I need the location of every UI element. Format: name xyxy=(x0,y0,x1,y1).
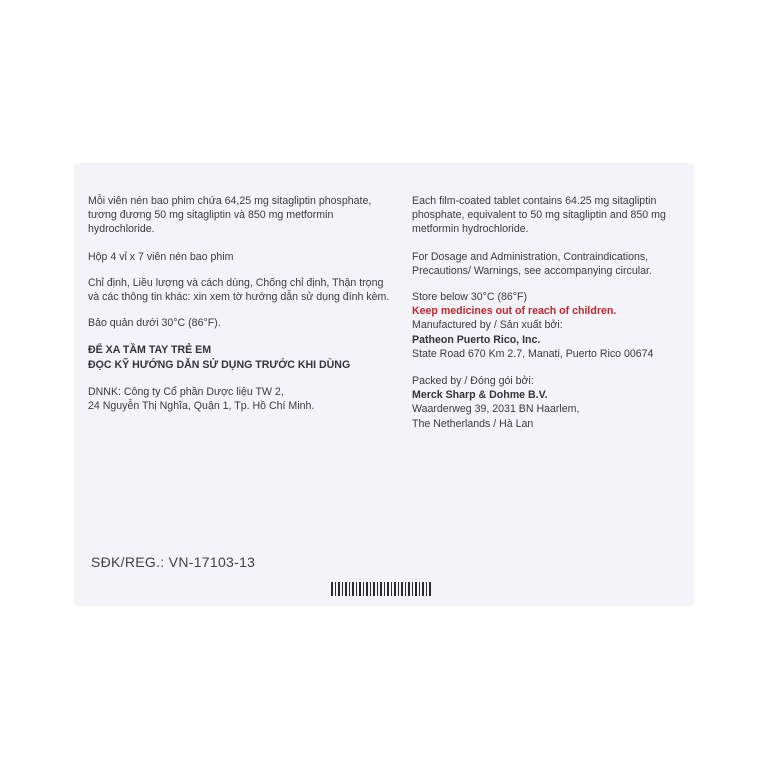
storage-en: Store below 30°C (86°F) xyxy=(412,291,528,304)
importer-line-1: DNNK: Công ty Cổ phần Dược liệu TW 2, xyxy=(88,385,284,398)
dosage-en-line-2: Precautions/ Warnings, see accompanying circular. xyxy=(412,264,652,277)
composition-en-line-1: Each film-coated tablet contains 64.25 mg sitagliptin xyxy=(412,195,657,207)
composition-vn-line-1: Mỗi viên nén bao phim chứa 64,25 mg sitagliptin phosphate, xyxy=(88,195,372,207)
composition-vn-line-2: tương đương 50 mg sitagliptin và 850 mg metformin xyxy=(88,209,334,222)
english-text-column xyxy=(412,194,688,431)
manufactured-label: Manufactured by / Sản xuất bởi: xyxy=(412,319,563,332)
packer-name: Merck Sharp & Dohme B.V. xyxy=(412,389,548,402)
indications-vn-line-2: và các thông tin khác: xin xem tờ hướng dẫn sử dụng đính kèm. xyxy=(88,291,390,304)
warning-read-vn: ĐỌC KỸ HƯỚNG DẪN SỬ DỤNG TRƯỚC KHI DÙNG xyxy=(88,358,351,371)
barcode-image xyxy=(331,582,431,596)
manufacturer-address: State Road 670 Km 2.7, Manati, Puerto Rico 00674 xyxy=(412,347,654,360)
registration-number: SĐK/REG.: VN-17103-13 xyxy=(91,554,256,570)
packer-address-1: Waarderweg 39, 2031 BN Haarlem, xyxy=(412,403,580,416)
keep-away-warning: Keep medicines out of reach of children. xyxy=(412,305,617,318)
indications-vn-line-1: Chỉ định, Liều lượng và cách dùng, Chống chỉ định, Thận trọng xyxy=(88,276,384,289)
package-panel xyxy=(75,164,693,605)
manufacturer-name: Patheon Puerto Rico, Inc. xyxy=(412,333,541,346)
composition-en-line-3: metformin hydrochloride. xyxy=(412,223,529,236)
pack-size-vn: Hộp 4 vỉ x 7 viên nén bao phim xyxy=(88,250,234,263)
packer-address-2: The Netherlands / Hà Lan xyxy=(412,417,534,430)
packed-label: Packed by / Đóng gói bởi: xyxy=(412,375,534,388)
importer-line-2: 24 Nguyễn Thị Nghĩa, Quận 1, Tp. Hồ Chí Minh. xyxy=(88,400,315,413)
dosage-en-line-1: For Dosage and Administration, Contraindications, xyxy=(412,250,649,263)
composition-en-line-2: phosphate, equivalent to 50 mg sitagliptin and 850 mg xyxy=(412,209,666,222)
storage-vn: Bảo quản dưới 30°C (86°F). xyxy=(88,317,221,330)
vietnamese-text-column xyxy=(88,194,406,413)
composition-vn-line-3: hydrochloride. xyxy=(88,223,155,236)
warning-children-vn: ĐỂ XA TẦM TAY TRẺ EM xyxy=(88,344,212,357)
